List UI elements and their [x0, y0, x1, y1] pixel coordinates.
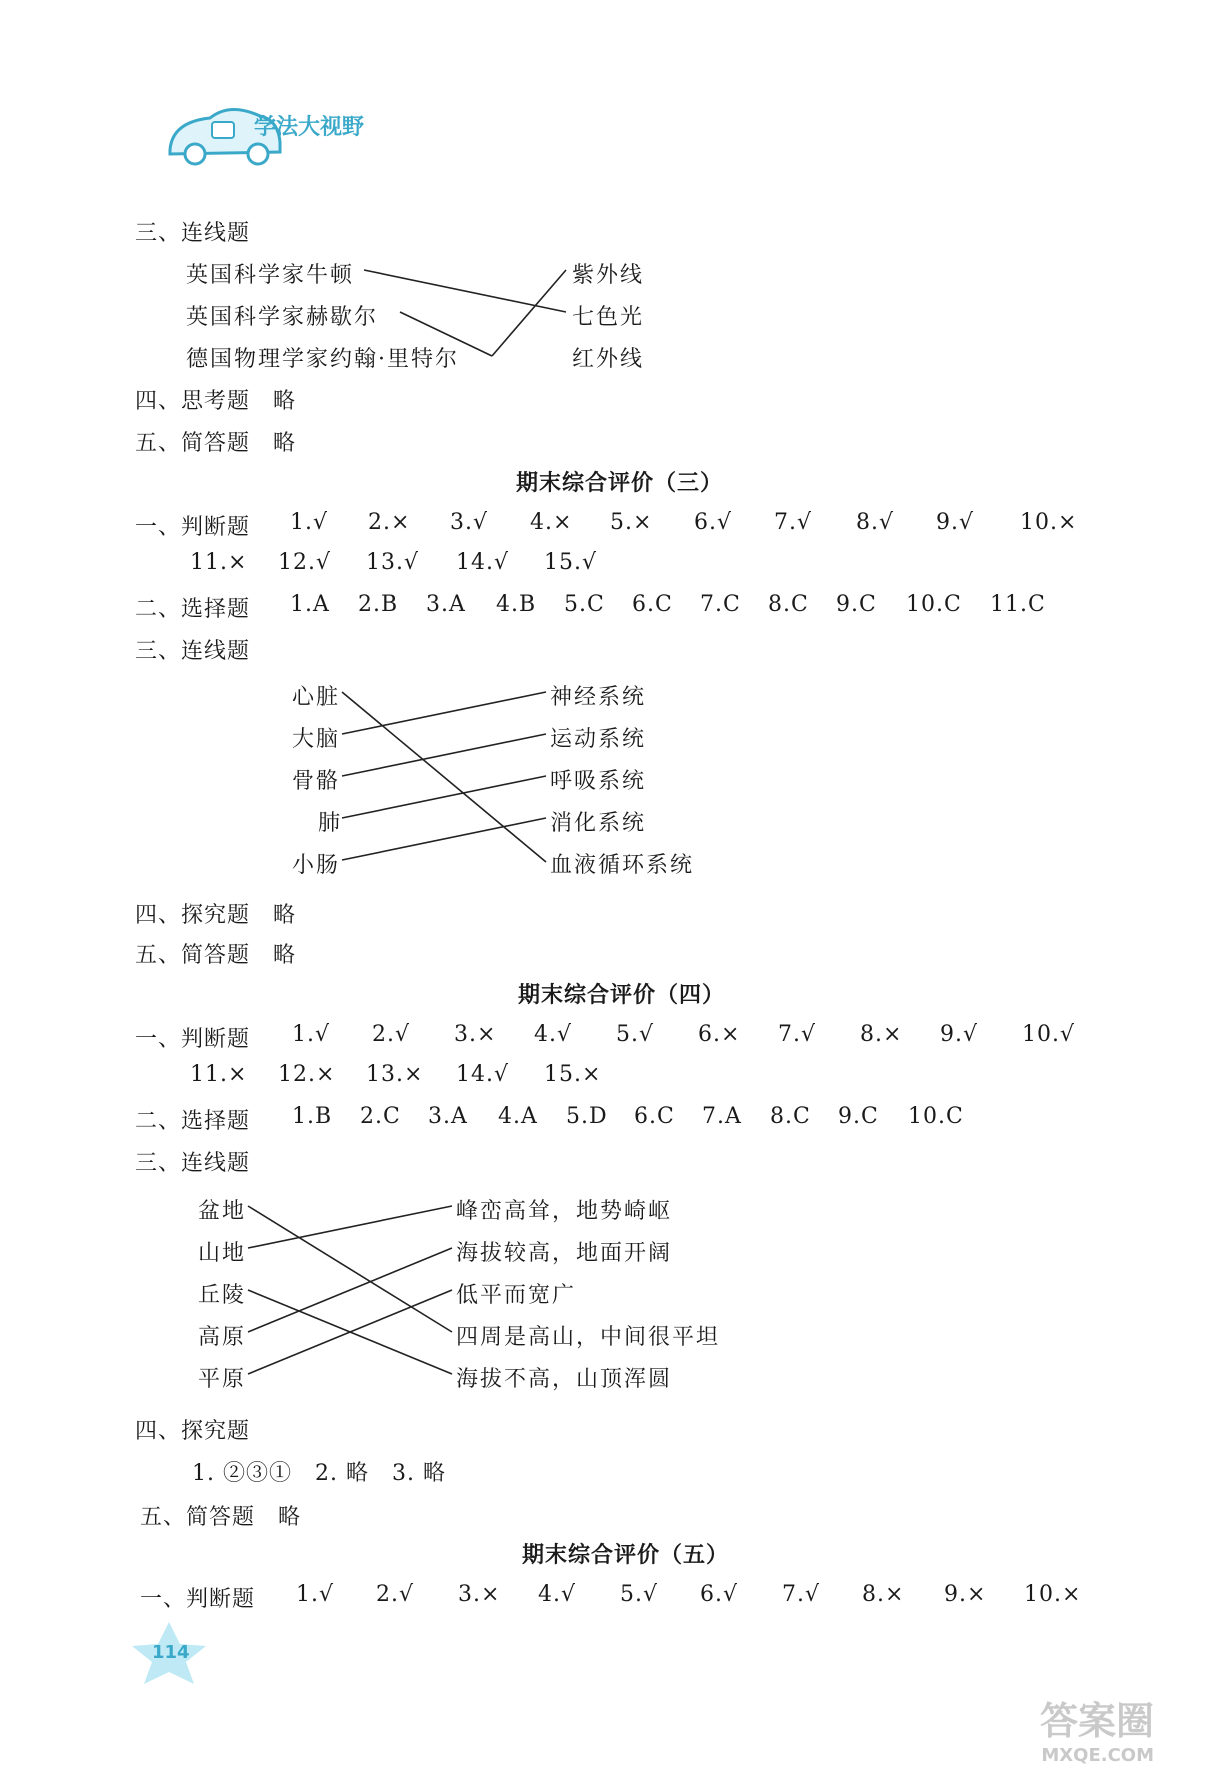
exam3-q1-label: 一、判断题 — [135, 515, 251, 540]
answer: 5.D — [566, 1104, 608, 1129]
answer: 9.C — [838, 1104, 879, 1129]
exam5-title: 期末综合评价（五） — [522, 1543, 730, 1568]
match-line — [364, 270, 566, 312]
match-line — [248, 1290, 452, 1374]
answer: 3.√ — [450, 510, 489, 535]
sec1-q3-label: 三、连线题 — [135, 221, 251, 246]
exam4-q2-label: 二、选择题 — [135, 1109, 251, 1134]
exam3-left-4: 小肠 — [292, 853, 341, 878]
answer: 9.× — [944, 1582, 987, 1607]
exam3-q3-label: 三、连线题 — [135, 639, 251, 664]
answer: 1.√ — [296, 1582, 335, 1607]
answer: 12.√ — [278, 550, 332, 575]
answer: 8.C — [768, 592, 809, 617]
answer: 13.× — [366, 1062, 424, 1087]
answer: 2.C — [360, 1104, 401, 1129]
answer: 5.× — [610, 510, 653, 535]
answer: 9.C — [836, 592, 877, 617]
match-line — [492, 270, 566, 356]
answer: 10.C — [906, 592, 962, 617]
answer: 10.× — [1020, 510, 1078, 535]
exam3-q4: 四、探究题 略 — [135, 903, 297, 928]
answer: 12.× — [278, 1062, 336, 1087]
exam4-title: 期末综合评价（四） — [518, 983, 726, 1008]
answer: 3.A — [426, 592, 466, 617]
exam4-left-2: 丘陵 — [198, 1283, 247, 1308]
answer: 5.√ — [620, 1582, 659, 1607]
answer: 7.√ — [782, 1582, 821, 1607]
exam4-q3-label: 三、连线题 — [135, 1151, 251, 1176]
match-line — [342, 734, 546, 776]
answer: 6.√ — [700, 1582, 739, 1607]
answer: 2.× — [368, 510, 411, 535]
answer: 14.√ — [456, 1062, 510, 1087]
exam4-right-0: 峰峦高耸，地势崎岖 — [456, 1199, 673, 1224]
answer: 1.√ — [290, 510, 329, 535]
answer: 8.√ — [856, 510, 895, 535]
answer: 4.A — [498, 1104, 538, 1129]
answer: 8.× — [860, 1022, 903, 1047]
exam3-left-0: 心脏 — [292, 685, 341, 710]
match-line — [342, 776, 546, 818]
exam3-q5: 五、简答题 略 — [135, 943, 297, 968]
sec1-right-0: 紫外线 — [572, 263, 645, 288]
answer: 14.√ — [456, 550, 510, 575]
exam3-right-0: 神经系统 — [550, 685, 647, 710]
answer: 4.B — [496, 592, 537, 617]
match-line — [342, 692, 546, 734]
match-line — [342, 818, 546, 860]
answer: 1.B — [292, 1104, 333, 1129]
answer: 9.√ — [936, 510, 975, 535]
exam3-left-3: 肺 — [318, 811, 343, 836]
answer: 15.√ — [544, 550, 598, 575]
answer: 2.B — [358, 592, 399, 617]
answer: 7.A — [702, 1104, 742, 1129]
answer: 1.√ — [292, 1022, 331, 1047]
answer: 6.C — [632, 592, 673, 617]
answer: 6.C — [634, 1104, 675, 1129]
match-line — [248, 1290, 452, 1374]
page-number: 114 — [152, 1642, 190, 1663]
exam4-right-1: 海拔较高，地面开阔 — [456, 1241, 673, 1266]
sec1-right-1: 七色光 — [572, 305, 645, 330]
answer: 7.√ — [778, 1022, 817, 1047]
answer: 9.√ — [940, 1022, 979, 1047]
exam4-left-4: 平原 — [198, 1367, 247, 1392]
answer: 13.√ — [366, 550, 420, 575]
exam3-right-1: 运动系统 — [550, 727, 647, 752]
exam4-q1-label: 一、判断题 — [135, 1027, 251, 1052]
answer: 10.× — [1024, 1582, 1082, 1607]
exam4-q4-answers: 1. ②③① 2. 略 3. 略 — [192, 1461, 446, 1486]
answer: 11.× — [190, 1062, 248, 1087]
match-line — [248, 1248, 452, 1332]
answer: 15.× — [544, 1062, 602, 1087]
answer: 2.√ — [376, 1582, 415, 1607]
sec1-left-2: 德国物理学家约翰·里特尔 — [186, 347, 459, 372]
sec1-right-2: 红外线 — [572, 347, 645, 372]
match-line — [342, 692, 546, 862]
exam4-right-4: 海拔不高，山顶浑圆 — [456, 1367, 673, 1392]
answer: 5.C — [564, 592, 605, 617]
exam4-left-1: 山地 — [198, 1241, 247, 1266]
exam5-q1-label: 一、判断题 — [140, 1587, 256, 1612]
exam3-right-3: 消化系统 — [550, 811, 647, 836]
answer: 5.√ — [616, 1022, 655, 1047]
sec1-q5: 五、简答题 略 — [135, 431, 297, 456]
answer: 8.C — [770, 1104, 811, 1129]
sec1-left-1: 英国科学家赫歇尔 — [186, 305, 379, 330]
answer: 11.× — [190, 550, 248, 575]
answer: 4.√ — [538, 1582, 577, 1607]
answer: 4.√ — [534, 1022, 573, 1047]
answer: 1.A — [290, 592, 330, 617]
answer: 10.√ — [1022, 1022, 1076, 1047]
exam3-title: 期末综合评价（三） — [516, 471, 724, 496]
exam3-right-2: 呼吸系统 — [550, 769, 647, 794]
answer: 4.× — [530, 510, 573, 535]
match-line — [248, 1206, 452, 1332]
answer: 8.× — [862, 1582, 905, 1607]
page-number-badge — [124, 1618, 214, 1688]
exam3-right-4: 血液循环系统 — [550, 853, 695, 878]
exam4-q4-label: 四、探究题 — [135, 1419, 251, 1444]
exam4-right-2: 低平而宽广 — [456, 1283, 577, 1308]
sec1-q4: 四、思考题 略 — [135, 389, 297, 414]
answer: 3.A — [428, 1104, 468, 1129]
answer: 3.× — [454, 1022, 497, 1047]
exam3-q2-label: 二、选择题 — [135, 597, 251, 622]
watermark-url: MXQE.COM — [1041, 1745, 1155, 1766]
match-line — [248, 1206, 452, 1248]
answer: 7.C — [700, 592, 741, 617]
exam4-left-3: 高原 — [198, 1325, 247, 1350]
answer: 7.√ — [774, 510, 813, 535]
logo-text: 学法大视野 — [254, 115, 365, 140]
exam4-right-3: 四周是高山，中间很平坦 — [456, 1325, 721, 1350]
exam3-left-2: 骨骼 — [292, 769, 341, 794]
answer: 10.C — [908, 1104, 964, 1129]
exam4-q5: 五、简答题 略 — [140, 1505, 302, 1530]
watermark — [1040, 1690, 1154, 1766]
watermark-main: 答案圈 — [1040, 1699, 1155, 1743]
sec1-left-0: 英国科学家牛顿 — [186, 263, 355, 288]
header-logo — [150, 92, 430, 172]
exam3-left-1: 大脑 — [292, 727, 341, 752]
answer: 6.× — [698, 1022, 741, 1047]
answer: 3.× — [458, 1582, 501, 1607]
answer: 2.√ — [372, 1022, 411, 1047]
answer: 11.C — [990, 592, 1046, 617]
exam4-left-0: 盆地 — [198, 1199, 247, 1224]
answer: 6.√ — [694, 510, 733, 535]
